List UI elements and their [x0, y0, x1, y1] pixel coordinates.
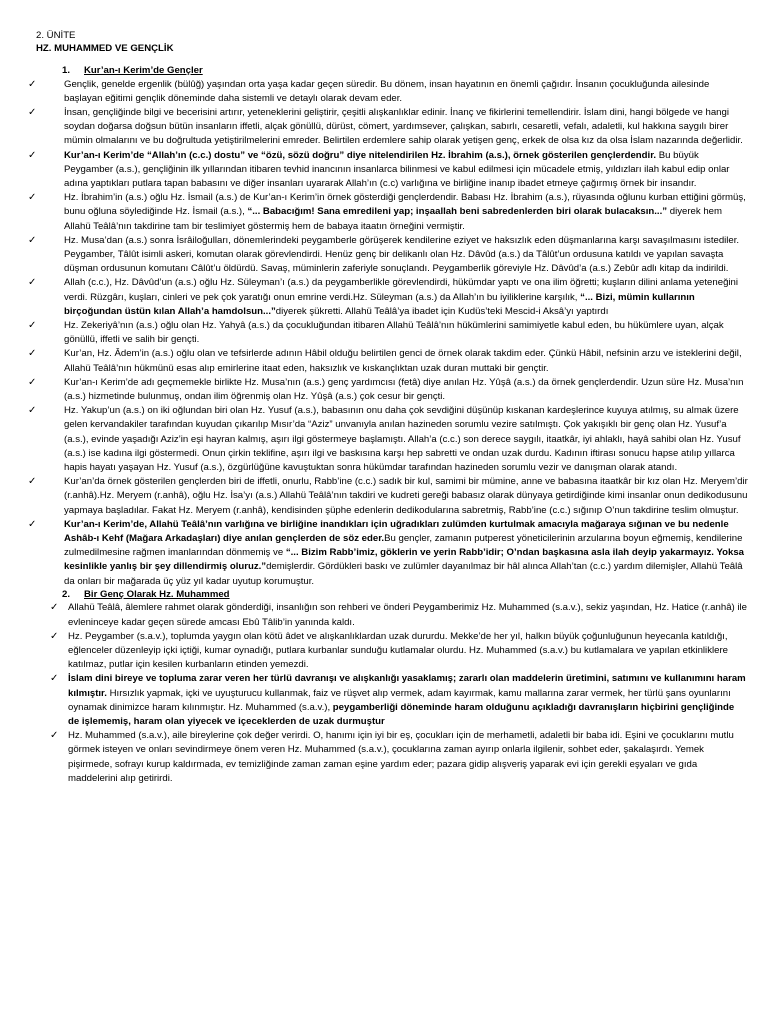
- body-text: İnsan, gençliğinde bilgi ve becerisini artırır, yeteneklerini geliştirir, çeşitli alışkanlıklar edinir. İnanç ve fikirlerini temellendirir. İslam dini, hangi bölgede ve hangi soydan doğarsa doğsun bütün insanların iffetli, alçak gönüllü, dürüst, cömert, yardımsever, çalışkan, sabırlı, cesaretli, vefalı, adaletli, kul hakkına saygılı birer mümin olmalarını ve bu doğrultuda yetiştirilmelerini emreder. Belirtilen erdemlere sahip olarak yetişen genç, erkek de olsa kız da olsa İslam nazarında değerlidir.: [64, 106, 743, 147]
- section-number: 2.: [62, 588, 71, 600]
- body-text: Hz. İbrahim’in (a.s.) oğlu Hz. İsmail (a.s.) de Kur’an-ı Kerim’in örnek gösterdiği gençlerdendir. Babası Hz. İbrahim (a.s.), rüyasında oğlunu kurban ettiğini görmüş, bunu oğluna söylediğinde Hz. İsmail (a.s.),: [64, 192, 746, 218]
- body-text: diyerek hem Allahü Teâlâ’nın takdirine tam bir teslimiyet göstermiş hem de babaya itaatın örneğini vermiştir.: [64, 206, 722, 232]
- list-item: [28, 191, 748, 234]
- list-item: [28, 376, 748, 404]
- bold-text: Kur’an-ı Kerim’de “Allah’ın (c.c.) dostu” ve “özü, sözü doğru” diye nitelendirilen Hz. İbrahim (a.s.), örnek gösterilen gençlerdendir.: [64, 149, 657, 161]
- section-number: 1.: [62, 65, 71, 76]
- section-title: Kur’an-ı Kerim’de Gençler: [84, 65, 203, 76]
- list-item: [36, 601, 748, 629]
- list-item: [28, 518, 748, 589]
- list-item: [28, 149, 748, 192]
- section-heading-1: [62, 65, 748, 78]
- list-item: [28, 404, 748, 475]
- bold-text: “... Bizi, mümin kullarının birçoğundan üstün kılan Allah’a hamdolsun...”: [64, 291, 695, 317]
- checkmark-icon: ✓: [50, 730, 59, 742]
- list-item: [36, 630, 748, 673]
- list-item: [28, 319, 748, 347]
- section-title: Bir Genç Olarak Hz. Muhammed: [84, 588, 230, 600]
- bold-text: “... Bizim Rabb’imiz, göklerin ve yerin Rabb’idir; O’ndan başkasına asla ilah deyip yakarmayız. Yoksa kesinlikle yanlış bir şey dillendirmiş oluruz.”: [64, 547, 745, 573]
- list-item: [36, 729, 748, 786]
- checkmark-icon: ✓: [28, 192, 37, 204]
- checkmark-icon: ✓: [28, 78, 37, 90]
- list-item: [28, 106, 748, 149]
- checkmark-icon: ✓: [28, 376, 37, 388]
- page-title: HZ. MUHAMMED VE GENÇLİK: [36, 42, 174, 54]
- body-text: Hz. Muhammed (s.a.v.), aile bireylerine çok değer verirdi. O, hanımı için iyi bir eş, çocukları için de merhametli, adaletli bir baba idi. Eşini ve çocuklarını mutlu görmek isteyen ve onları sevindirmeye önem veren Hz. Muhammed (s.a.v.), çocuklarına zaman ayırıp onlarla ilgilenir, sohbet eder, şakalaşırdı. Yemek pişirmede, sofrayı kurup kaldırmada, ev temizliğinde zaman zaman eşine yardım eder; pazara gidip alışveriş yaparak evi için gerekli eşyaları ve gıda maddelerini alıp getirirdi.: [68, 730, 734, 784]
- checkmark-icon: ✓: [28, 319, 37, 331]
- body-text: demişlerdir. Gördükleri baskı ve zulümler dayanılmaz bir hâl alınca Allah’tan (c.c.) yardım dilemişler, Allahü Teâlâ da onları bir mağarada üç yüz yıl kadar uyutup korumuştur.: [64, 561, 743, 587]
- body-text: Kur’an-ı Kerim’de adı geçmemekle birlikte Hz. Musa’nın (a.s.) genç yardımcısı (fetâ) diye anılan Hz. Yûşâ (a.s.) da örnek gençlerdendir. Uzun süre Hz. Musa’nın (a.s.) hizmetinde bulunmuş, ondan ilim öğrenmiş olan Hz. Yûşâ (a.s.) çok cesur bir gençti.: [64, 376, 744, 402]
- unit-label: 2. ÜNİTE: [36, 30, 76, 41]
- body-text: Bu gençler, zamanın putperest yöneticilerinin arzularına boyun eğmemiş, kendilerine zulmedilmesine rağmen imanlarından dönmemiş ve: [64, 533, 743, 559]
- body-text: Kur’an’da örnek gösterilen gençlerden biri de iffetli, onurlu, Rabb’ine (c.c.) sadık bir kul, samimi bir mümine, anne ve babasına itaatkâr bir kız olan Hz. Meryem’dir (r.anhâ).Hz. Meryem (r.anhâ), oğlu Hz. İsa’yı (a.s.) Allahü Teâlâ’nın takdiri ve kudreti gereği babasız olarak dünyaya getirdiğinde kimi insanlar onun dedikodusunu yapmaya başladılar. Fakat Hz. Meryem (r.anhâ), kendisinden şüphe edenlerin dedikodularına sabretmiş, Rabb’ine (c.c.) sığınıp O’nun takdirine teslim olmuştur.: [64, 476, 748, 516]
- body-text: Bu büyük Peygamber (a.s.), gençliğinin ilk yıllarından itibaren tevhid inancının insanlarca bilinmesi ve kabul edilmesi için mücadele etmiş, yıldızları ilah kabul edip onlar adına yaptıkları putlara tapan babasını ve diğer insanları uyararak Allah’ın (c.c) varlığına ve birliğine inanıp ibadet etmeye çağırmış örnek bir insandır.: [64, 149, 730, 189]
- list-item: [28, 276, 748, 319]
- checkmark-icon: ✓: [50, 602, 59, 614]
- bold-text: “... Babacığım! Sana emredileni yap; inşaallah beni sabredenlerden biri olarak bulacaksın...”: [247, 206, 668, 218]
- checkmark-icon: ✓: [28, 149, 37, 161]
- checkmark-icon: ✓: [28, 405, 37, 417]
- body-text: Hırsızlık yapmak, içki ve uyuşturucu kullanmak, faiz ve rüşvet alıp vermek, adam kayırmak, kamu mallarına zarar vermek, her türlü şans oyunlarını oynamak dinimizce haram kılınmıştır. Hz. Muhammed (s.a.v.),: [68, 687, 731, 713]
- body-text: Allahü Teâlâ, âlemlere rahmet olarak gönderdiği, insanlığın son rehberi ve önderi Peygamberimiz Hz. Muhammed (s.a.v.), sekiz yaşından, Hz. Hatice (r.anhâ) ile evleninceye kadar geçen sürede amcası Ebû Tâlib’in yanında kaldı.: [68, 602, 747, 628]
- list-item: [28, 78, 748, 106]
- list-item: [28, 475, 748, 518]
- bold-text: İslam dini bireye ve topluma zarar veren her türlü davranışı ve alışkanlığı yasaklamış; zararlı olan maddelerin üretimini, satımını ve kullanımını haram kılmıştır.: [68, 673, 746, 699]
- body-text: Hz. Zekeriyâ’nın (a.s.) oğlu olan Hz. Yahyâ (a.s.) da çocukluğundan itibaren Allahü Teâlâ’nın hükümlerini samimiyetle kabul eden, bu hükümlere uyan, alçak gönüllü, iffetli ve salih bir gençti.: [64, 319, 724, 346]
- section-heading-2: [62, 589, 748, 602]
- bold-text: peygamberliği döneminde haram olduğunu açıkladığı davranışların hiçbirini gençliğinde de işlememiş, haram olan yiyecek ve içeceklerden de uzak durmuştur: [68, 701, 735, 727]
- body-text: Kur’an, Hz. Âdem’in (a.s.) oğlu olan ve tefsirlerde adının Hâbil olduğu belirtilen genci de örnek olarak takdim eder. Çünkü Hâbil, nefsinin arzu ve isteklerini değil, Allahü Teâlâ’nın hükmünü esas alıp emirlerine itaat eden, haksızlık ve kıskançlıktan uzak duran muttaki bir gençtir.: [64, 348, 742, 374]
- body-text: Hz. Musa’dan (a.s.) sonra İsrâiloğulları, dönemlerindeki peygamberle görüşerek kendilerine eziyet ve haksızlık eden düşmanlarına karşı savaşılmasını istediler. Peygamber, Tâlût isimli askeri, komutan olarak görevlendirdi. Henüz genç bir delikanlı olan Hz. Dâvûd (a.s.) da Tâlût’un ordusuna katıldı ve yapılan savaşta düşman ordusunun komutanı Câlût’u öldürdü. Savaş, müminlerin zaferiyle sonuçlandı. Peygamberlik göreviyle Hz. Dâvûd’a (a.s.) Zebûr adlı kitap da indirildi.: [64, 234, 740, 275]
- list-item: [36, 672, 748, 729]
- body-text: Hz. Peygamber (s.a.v.), toplumda yaygın olan kötü âdet ve alışkanlıklardan uzak dururdu. Mekke’de her yıl, halkın büyük çoğunluğunun heyecanla katıldığı, eğlenceler düzenleyip içki içtiği, kumar oynadığı, putlara kurbanlar sunduğu kutlamalar olurdu. Hz. Muhammed (s.a.v.) bu kutlamalara ve yapılan etkinliklere katılmaz, putlar için kesilen kurbanların etinden yemezdi.: [68, 630, 728, 671]
- checkmark-icon: ✓: [28, 476, 37, 488]
- checkmark-icon: ✓: [28, 106, 37, 118]
- checkmark-icon: ✓: [28, 277, 37, 289]
- list-item: [28, 347, 748, 375]
- body-text: diyerek şükretti. Allahü Teâlâ’ya ibadet için Kudüs’teki Mescid-i Aksâ’yı yaptırdı: [275, 305, 609, 317]
- list-item: [28, 234, 748, 277]
- body-text: Allah (c.c.), Hz. Dâvûd’un (a.s.) oğlu Hz. Süleyman’ı (a.s.) da peygamberlikle görevlendirdi, hükümdar yaptı ve ona ilim öğretti; kuşların dilini anlama yeteneğini verdi. Rüzgârı, kuşları, cinleri ve pek çok yaratığı onun emrine verdi.Hz. Süleyman (a.s.) da Allah’ın bu iyiliklerine karşılık,: [64, 277, 739, 303]
- body-text: Hz. Yakup’un (a.s.) on iki oğlundan biri olan Hz. Yusuf (a.s.), babasının onu daha çok sevdiğini düşünüp kıskanan kardeşlerince kuyuya atılmış, su almak üzere gelen kervandakiler tarafından kuyudan çıkarılıp Mısır’da “Aziz” unvanıyla anılan hazineden sorumlu vezire satılmıştı. Çok yakışıklı bir genç olan Hz. Yusuf’a (a.s.), evinde yaşadığı Aziz’in eşi hayran kalmış, aşırı ilgi göstermeye başlamıştı. Allah’a (c.c.) son derece saygılı, itaatkâr, iyi ahlaklı, hayâ sahibi olan Hz. Yusuf (a.s.) ise kadına ilgi göstermedi. Onun çirkin teklifine, aşırı ilgi ve baskısına karşı hep sabretti ve ondan uzak durdu. Kadının iftirası sonucu hapse atılıp yıllarca hapis hayatı yaşayan Hz. Yusuf (a.s.), özgürlüğüne kavuştuktan sonra hükümdar tarafından hazineden sorumlu vezir ve danışman olarak atandı.: [64, 405, 741, 473]
- bold-text: Kur’an-ı Kerim’de, Allahü Teâlâ’nın varlığına ve birliğine inandıkları için uğradıkları zulümden kurtulmak amacıyla mağaraya sığınan ve bu nedenle Ashâb-ı Kehf (Mağara Arkadaşları) diye anılan gençlerden de söz eder.: [64, 518, 729, 544]
- checkmark-icon: ✓: [50, 673, 59, 685]
- section-1-list: [28, 78, 748, 589]
- section-2-list: [36, 601, 748, 786]
- checkmark-icon: ✓: [28, 234, 37, 246]
- checkmark-icon: ✓: [28, 518, 37, 530]
- body-text: Gençlik, genelde ergenlik (bülûğ) yaşından orta yaşa kadar geçen süredir. Bu dönem, insan hayatının en önemli çağıdır. İnsanın çocukluğunda ailesinde başlayan eğitimi gençlik döneminde daha sistemli ve detaylı olarak devam eder.: [64, 78, 710, 104]
- checkmark-icon: ✓: [28, 348, 37, 360]
- checkmark-icon: ✓: [50, 630, 59, 642]
